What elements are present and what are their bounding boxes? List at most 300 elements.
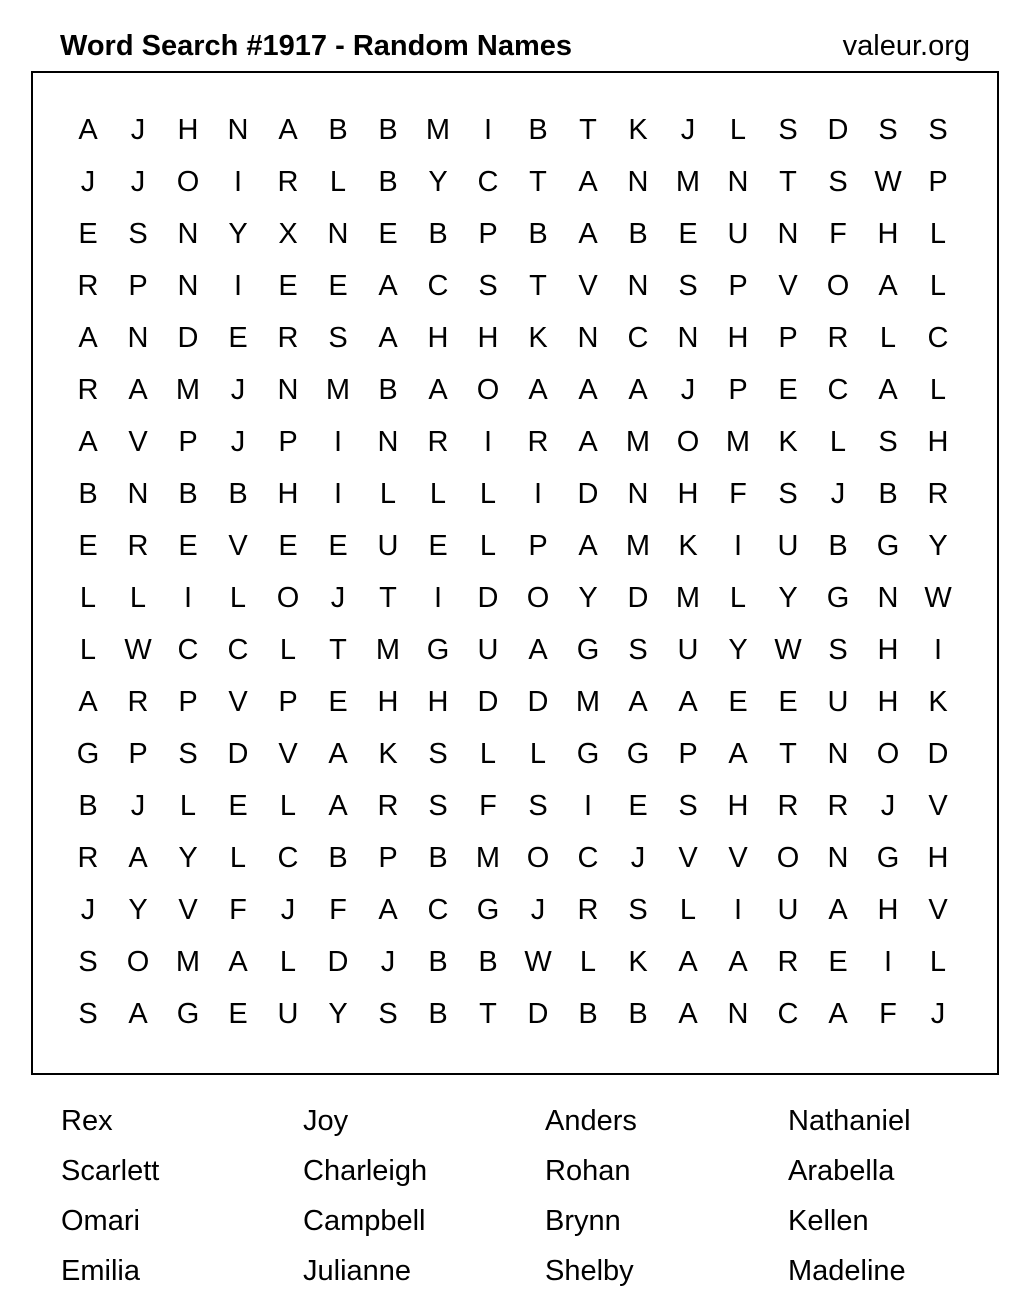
grid-letter[interactable]: O bbox=[776, 842, 800, 874]
grid-letter[interactable]: V bbox=[578, 270, 598, 302]
grid-letter[interactable]: P bbox=[178, 426, 198, 458]
grid-letter[interactable]: D bbox=[327, 946, 349, 978]
grid-letter[interactable]: B bbox=[528, 218, 548, 250]
grid-letter[interactable]: M bbox=[725, 426, 751, 458]
grid-letter[interactable]: T bbox=[579, 114, 597, 146]
grid-letter[interactable]: R bbox=[827, 322, 849, 354]
grid-letter[interactable]: H bbox=[177, 114, 199, 146]
grid-letter[interactable]: H bbox=[877, 218, 899, 250]
grid-letter[interactable]: A bbox=[828, 894, 848, 926]
grid-letter[interactable]: E bbox=[328, 530, 348, 562]
grid-letter[interactable]: K bbox=[778, 426, 798, 458]
grid-letter[interactable]: L bbox=[329, 166, 347, 198]
grid-letter[interactable]: U bbox=[277, 998, 299, 1030]
grid-letter[interactable]: U bbox=[377, 530, 399, 562]
grid-letter[interactable]: S bbox=[828, 634, 848, 666]
grid-letter[interactable]: A bbox=[578, 166, 598, 198]
grid-letter[interactable]: Y bbox=[178, 842, 198, 874]
grid-letter[interactable]: R bbox=[77, 374, 99, 406]
grid-letter[interactable]: L bbox=[129, 582, 147, 614]
grid-letter[interactable]: L bbox=[79, 634, 97, 666]
grid-letter[interactable]: Y bbox=[578, 582, 598, 614]
grid-letter[interactable]: E bbox=[178, 530, 198, 562]
grid-letter[interactable]: I bbox=[483, 114, 493, 146]
grid-letter[interactable]: D bbox=[927, 738, 949, 770]
grid-letter[interactable]: B bbox=[528, 114, 548, 146]
grid-letter[interactable]: I bbox=[733, 530, 743, 562]
grid-letter[interactable]: H bbox=[277, 478, 299, 510]
grid-letter[interactable]: V bbox=[728, 842, 748, 874]
grid-letter[interactable]: H bbox=[927, 426, 949, 458]
grid-letter[interactable]: A bbox=[678, 686, 698, 718]
grid-letter[interactable]: A bbox=[78, 426, 98, 458]
grid-letter[interactable]: A bbox=[678, 946, 698, 978]
grid-letter[interactable]: A bbox=[378, 894, 398, 926]
grid-letter[interactable]: N bbox=[627, 166, 649, 198]
grid-letter[interactable]: T bbox=[479, 998, 497, 1030]
grid-letter[interactable]: A bbox=[328, 790, 348, 822]
grid-letter[interactable]: L bbox=[679, 894, 697, 926]
grid-letter[interactable]: L bbox=[729, 114, 747, 146]
grid-letter[interactable]: R bbox=[777, 946, 799, 978]
grid-letter[interactable]: C bbox=[227, 634, 249, 666]
grid-letter[interactable]: A bbox=[528, 374, 548, 406]
grid-letter[interactable]: E bbox=[628, 790, 648, 822]
grid-letter[interactable]: P bbox=[278, 426, 298, 458]
grid-letter[interactable]: U bbox=[827, 686, 849, 718]
grid-letter[interactable]: O bbox=[876, 738, 900, 770]
grid-letter[interactable]: N bbox=[327, 218, 349, 250]
grid-letter[interactable]: M bbox=[425, 114, 451, 146]
grid-letter[interactable]: M bbox=[475, 842, 501, 874]
grid-letter[interactable]: E bbox=[228, 998, 248, 1030]
grid-letter[interactable]: R bbox=[127, 530, 149, 562]
grid-letter[interactable]: K bbox=[528, 322, 548, 354]
grid-letter[interactable]: I bbox=[183, 582, 193, 614]
grid-letter[interactable]: L bbox=[479, 478, 497, 510]
grid-letter[interactable]: L bbox=[579, 946, 597, 978]
grid-letter[interactable]: M bbox=[175, 374, 201, 406]
grid-letter[interactable]: B bbox=[428, 218, 448, 250]
grid-letter[interactable]: Y bbox=[328, 998, 348, 1030]
grid-letter[interactable]: R bbox=[427, 426, 449, 458]
grid-letter[interactable]: D bbox=[627, 582, 649, 614]
grid-letter[interactable]: J bbox=[130, 166, 146, 198]
grid-letter[interactable]: A bbox=[128, 374, 148, 406]
grid-letter[interactable]: C bbox=[427, 894, 449, 926]
grid-letter[interactable]: S bbox=[78, 998, 98, 1030]
grid-letter[interactable]: J bbox=[380, 946, 396, 978]
grid-letter[interactable]: A bbox=[578, 374, 598, 406]
grid-letter[interactable]: A bbox=[78, 322, 98, 354]
grid-letter[interactable]: M bbox=[375, 634, 401, 666]
grid-letter[interactable]: P bbox=[528, 530, 548, 562]
grid-letter[interactable]: V bbox=[928, 790, 948, 822]
grid-letter[interactable]: B bbox=[328, 114, 348, 146]
grid-letter[interactable]: A bbox=[628, 686, 648, 718]
grid-letter[interactable]: T bbox=[779, 166, 797, 198]
grid-letter[interactable]: Y bbox=[228, 218, 248, 250]
grid-letter[interactable]: B bbox=[428, 998, 448, 1030]
grid-letter[interactable]: S bbox=[828, 166, 848, 198]
grid-letter[interactable]: L bbox=[379, 478, 397, 510]
grid-letter[interactable]: D bbox=[477, 582, 499, 614]
grid-letter[interactable]: I bbox=[333, 426, 343, 458]
grid-letter[interactable]: S bbox=[778, 478, 798, 510]
grid-letter[interactable]: H bbox=[427, 322, 449, 354]
grid-letter[interactable]: A bbox=[678, 998, 698, 1030]
grid-letter[interactable]: F bbox=[879, 998, 897, 1030]
grid-letter[interactable]: V bbox=[228, 530, 248, 562]
grid-letter[interactable]: D bbox=[577, 478, 599, 510]
grid-letter[interactable]: S bbox=[628, 894, 648, 926]
grid-letter[interactable]: A bbox=[828, 998, 848, 1030]
grid-letter[interactable]: G bbox=[626, 738, 650, 770]
grid-letter[interactable]: L bbox=[429, 478, 447, 510]
grid-letter[interactable]: L bbox=[229, 842, 247, 874]
grid-letter[interactable]: L bbox=[929, 270, 947, 302]
grid-letter[interactable]: I bbox=[933, 634, 943, 666]
grid-letter[interactable]: E bbox=[678, 218, 698, 250]
grid-letter[interactable]: L bbox=[929, 946, 947, 978]
grid-letter[interactable]: V bbox=[678, 842, 698, 874]
grid-letter[interactable]: K bbox=[928, 686, 948, 718]
grid-letter[interactable]: O bbox=[826, 270, 850, 302]
grid-letter[interactable]: B bbox=[328, 842, 348, 874]
grid-letter[interactable]: B bbox=[628, 218, 648, 250]
grid-letter[interactable]: I bbox=[433, 582, 443, 614]
grid-letter[interactable]: J bbox=[530, 894, 546, 926]
grid-letter[interactable]: B bbox=[478, 946, 498, 978]
grid-letter[interactable]: U bbox=[777, 530, 799, 562]
grid-letter[interactable]: D bbox=[527, 998, 549, 1030]
grid-letter[interactable]: I bbox=[583, 790, 593, 822]
grid-letter[interactable]: L bbox=[729, 582, 747, 614]
grid-letter[interactable]: A bbox=[728, 738, 748, 770]
grid-letter[interactable]: R bbox=[777, 790, 799, 822]
grid-letter[interactable]: G bbox=[76, 738, 100, 770]
grid-letter[interactable]: P bbox=[178, 686, 198, 718]
grid-letter[interactable]: J bbox=[230, 374, 246, 406]
grid-letter[interactable]: J bbox=[930, 998, 946, 1030]
grid-letter[interactable]: N bbox=[727, 998, 749, 1030]
grid-letter[interactable]: M bbox=[625, 426, 651, 458]
grid-letter[interactable]: G bbox=[876, 842, 900, 874]
grid-letter[interactable]: G bbox=[826, 582, 850, 614]
grid-letter[interactable]: A bbox=[578, 530, 598, 562]
grid-letter[interactable]: N bbox=[627, 270, 649, 302]
grid-letter[interactable]: O bbox=[526, 582, 550, 614]
grid-letter[interactable]: O bbox=[126, 946, 150, 978]
grid-letter[interactable]: N bbox=[627, 478, 649, 510]
grid-letter[interactable]: L bbox=[479, 530, 497, 562]
grid-letter[interactable]: B bbox=[378, 374, 398, 406]
grid-letter[interactable]: W bbox=[124, 634, 152, 666]
grid-letter[interactable]: B bbox=[78, 790, 98, 822]
grid-letter[interactable]: A bbox=[878, 374, 898, 406]
grid-letter[interactable]: V bbox=[228, 686, 248, 718]
grid-letter[interactable]: N bbox=[277, 374, 299, 406]
grid-letter[interactable]: Y bbox=[728, 634, 748, 666]
grid-letter[interactable]: N bbox=[827, 842, 849, 874]
grid-letter[interactable]: S bbox=[528, 790, 548, 822]
grid-letter[interactable]: E bbox=[78, 530, 98, 562]
grid-letter[interactable]: B bbox=[628, 998, 648, 1030]
grid-letter[interactable]: L bbox=[79, 582, 97, 614]
grid-letter[interactable]: O bbox=[526, 842, 550, 874]
grid-letter[interactable]: D bbox=[827, 114, 849, 146]
grid-letter[interactable]: S bbox=[428, 738, 448, 770]
grid-letter[interactable]: N bbox=[227, 114, 249, 146]
grid-letter[interactable]: A bbox=[78, 114, 98, 146]
grid-letter[interactable]: R bbox=[277, 166, 299, 198]
grid-letter[interactable]: A bbox=[328, 738, 348, 770]
grid-letter[interactable]: V bbox=[278, 738, 298, 770]
grid-letter[interactable]: F bbox=[229, 894, 247, 926]
grid-letter[interactable]: P bbox=[728, 374, 748, 406]
grid-letter[interactable]: N bbox=[377, 426, 399, 458]
grid-letter[interactable]: P bbox=[128, 270, 148, 302]
grid-letter[interactable]: S bbox=[678, 270, 698, 302]
grid-letter[interactable]: K bbox=[628, 114, 648, 146]
grid-letter[interactable]: H bbox=[677, 478, 699, 510]
grid-letter[interactable]: J bbox=[80, 894, 96, 926]
grid-letter[interactable]: B bbox=[178, 478, 198, 510]
grid-letter[interactable]: R bbox=[927, 478, 949, 510]
grid-letter[interactable]: A bbox=[578, 218, 598, 250]
grid-letter[interactable]: A bbox=[728, 946, 748, 978]
grid-letter[interactable]: A bbox=[278, 114, 298, 146]
grid-letter[interactable]: S bbox=[378, 998, 398, 1030]
grid-letter[interactable]: V bbox=[778, 270, 798, 302]
grid-letter[interactable]: A bbox=[128, 842, 148, 874]
grid-letter[interactable]: L bbox=[179, 790, 197, 822]
grid-letter[interactable]: L bbox=[279, 790, 297, 822]
grid-letter[interactable]: C bbox=[477, 166, 499, 198]
grid-letter[interactable]: W bbox=[924, 582, 952, 614]
grid-letter[interactable]: S bbox=[478, 270, 498, 302]
grid-letter[interactable]: A bbox=[228, 946, 248, 978]
grid-letter[interactable]: E bbox=[228, 790, 248, 822]
grid-letter[interactable]: L bbox=[829, 426, 847, 458]
grid-letter[interactable]: E bbox=[428, 530, 448, 562]
grid-letter[interactable]: B bbox=[228, 478, 248, 510]
grid-letter[interactable]: T bbox=[379, 582, 397, 614]
grid-letter[interactable]: G bbox=[476, 894, 500, 926]
grid-letter[interactable]: F bbox=[829, 218, 847, 250]
grid-letter[interactable]: A bbox=[128, 998, 148, 1030]
grid-letter[interactable]: L bbox=[879, 322, 897, 354]
grid-letter[interactable]: B bbox=[828, 530, 848, 562]
grid-letter[interactable]: G bbox=[576, 738, 600, 770]
grid-letter[interactable]: C bbox=[627, 322, 649, 354]
grid-letter[interactable]: T bbox=[529, 270, 547, 302]
grid-letter[interactable]: E bbox=[78, 218, 98, 250]
grid-letter[interactable]: L bbox=[529, 738, 547, 770]
grid-letter[interactable]: N bbox=[727, 166, 749, 198]
grid-letter[interactable]: U bbox=[677, 634, 699, 666]
grid-letter[interactable]: H bbox=[727, 790, 749, 822]
grid-letter[interactable]: A bbox=[578, 426, 598, 458]
grid-letter[interactable]: A bbox=[628, 374, 648, 406]
grid-letter[interactable]: L bbox=[929, 218, 947, 250]
grid-letter[interactable]: B bbox=[878, 478, 898, 510]
grid-letter[interactable]: P bbox=[278, 686, 298, 718]
grid-letter[interactable]: J bbox=[630, 842, 646, 874]
grid-letter[interactable]: H bbox=[877, 686, 899, 718]
grid-letter[interactable]: J bbox=[680, 114, 696, 146]
grid-letter[interactable]: F bbox=[729, 478, 747, 510]
grid-letter[interactable]: B bbox=[378, 166, 398, 198]
grid-letter[interactable]: B bbox=[378, 114, 398, 146]
grid-letter[interactable]: E bbox=[778, 374, 798, 406]
grid-letter[interactable]: S bbox=[628, 634, 648, 666]
grid-letter[interactable]: I bbox=[883, 946, 893, 978]
grid-letter[interactable]: S bbox=[928, 114, 948, 146]
grid-letter[interactable]: A bbox=[378, 322, 398, 354]
grid-letter[interactable]: P bbox=[478, 218, 498, 250]
grid-letter[interactable]: U bbox=[477, 634, 499, 666]
grid-letter[interactable]: S bbox=[428, 790, 448, 822]
grid-letter[interactable]: I bbox=[233, 270, 243, 302]
grid-letter[interactable]: E bbox=[278, 530, 298, 562]
grid-letter[interactable]: E bbox=[778, 686, 798, 718]
grid-letter[interactable]: D bbox=[477, 686, 499, 718]
grid-letter[interactable]: A bbox=[878, 270, 898, 302]
grid-letter[interactable]: Y bbox=[428, 166, 448, 198]
grid-letter[interactable]: L bbox=[279, 946, 297, 978]
grid-letter[interactable]: R bbox=[827, 790, 849, 822]
grid-letter[interactable]: O bbox=[176, 166, 200, 198]
grid-letter[interactable]: C bbox=[277, 842, 299, 874]
grid-letter[interactable]: M bbox=[575, 686, 601, 718]
grid-letter[interactable]: I bbox=[483, 426, 493, 458]
grid-letter[interactable]: X bbox=[278, 218, 298, 250]
grid-letter[interactable]: P bbox=[678, 738, 698, 770]
grid-letter[interactable]: B bbox=[428, 842, 448, 874]
grid-letter[interactable]: P bbox=[928, 166, 948, 198]
grid-letter[interactable]: G bbox=[426, 634, 450, 666]
grid-letter[interactable]: I bbox=[233, 166, 243, 198]
grid-letter[interactable]: L bbox=[929, 374, 947, 406]
grid-letter[interactable]: C bbox=[927, 322, 949, 354]
grid-letter[interactable]: E bbox=[328, 270, 348, 302]
grid-letter[interactable]: J bbox=[80, 166, 96, 198]
grid-letter[interactable]: A bbox=[428, 374, 448, 406]
grid-letter[interactable]: N bbox=[677, 322, 699, 354]
grid-letter[interactable]: S bbox=[178, 738, 198, 770]
grid-letter[interactable]: H bbox=[877, 894, 899, 926]
grid-letter[interactable]: F bbox=[329, 894, 347, 926]
grid-letter[interactable]: N bbox=[177, 270, 199, 302]
grid-letter[interactable]: D bbox=[227, 738, 249, 770]
grid-letter[interactable]: T bbox=[529, 166, 547, 198]
grid-letter[interactable]: K bbox=[378, 738, 398, 770]
grid-letter[interactable]: J bbox=[230, 426, 246, 458]
grid-letter[interactable]: H bbox=[727, 322, 749, 354]
grid-letter[interactable]: K bbox=[628, 946, 648, 978]
grid-letter[interactable]: P bbox=[728, 270, 748, 302]
grid-letter[interactable]: M bbox=[625, 530, 651, 562]
grid-letter[interactable]: A bbox=[78, 686, 98, 718]
grid-letter[interactable]: C bbox=[177, 634, 199, 666]
grid-letter[interactable]: N bbox=[827, 738, 849, 770]
grid-letter[interactable]: U bbox=[727, 218, 749, 250]
grid-letter[interactable]: M bbox=[675, 166, 701, 198]
grid-letter[interactable]: I bbox=[533, 478, 543, 510]
grid-letter[interactable]: J bbox=[880, 790, 896, 822]
grid-letter[interactable]: C bbox=[427, 270, 449, 302]
grid-letter[interactable]: R bbox=[77, 270, 99, 302]
grid-letter[interactable]: V bbox=[178, 894, 198, 926]
grid-letter[interactable]: N bbox=[177, 218, 199, 250]
grid-letter[interactable]: V bbox=[128, 426, 148, 458]
grid-letter[interactable]: E bbox=[728, 686, 748, 718]
grid-letter[interactable]: S bbox=[778, 114, 798, 146]
grid-letter[interactable]: U bbox=[777, 894, 799, 926]
grid-letter[interactable]: B bbox=[428, 946, 448, 978]
grid-letter[interactable]: B bbox=[78, 478, 98, 510]
grid-letter[interactable]: S bbox=[328, 322, 348, 354]
grid-letter[interactable]: G bbox=[176, 998, 200, 1030]
grid-letter[interactable]: R bbox=[77, 842, 99, 874]
grid-letter[interactable]: R bbox=[127, 686, 149, 718]
grid-letter[interactable]: W bbox=[524, 946, 552, 978]
grid-letter[interactable]: C bbox=[577, 842, 599, 874]
grid-letter[interactable]: Y bbox=[778, 582, 798, 614]
grid-letter[interactable]: E bbox=[328, 686, 348, 718]
grid-letter[interactable]: O bbox=[476, 374, 500, 406]
grid-letter[interactable]: A bbox=[378, 270, 398, 302]
grid-letter[interactable]: T bbox=[779, 738, 797, 770]
grid-letter[interactable]: N bbox=[777, 218, 799, 250]
grid-letter[interactable]: L bbox=[479, 738, 497, 770]
grid-letter[interactable]: R bbox=[577, 894, 599, 926]
grid-letter[interactable]: E bbox=[228, 322, 248, 354]
grid-letter[interactable]: E bbox=[278, 270, 298, 302]
grid-letter[interactable]: D bbox=[527, 686, 549, 718]
grid-letter[interactable]: C bbox=[777, 998, 799, 1030]
grid-letter[interactable]: V bbox=[928, 894, 948, 926]
grid-letter[interactable]: T bbox=[329, 634, 347, 666]
grid-letter[interactable]: E bbox=[828, 946, 848, 978]
grid-letter[interactable]: S bbox=[878, 114, 898, 146]
grid-letter[interactable]: B bbox=[578, 998, 598, 1030]
grid-letter[interactable]: Y bbox=[128, 894, 148, 926]
grid-letter[interactable]: M bbox=[175, 946, 201, 978]
grid-letter[interactable]: F bbox=[479, 790, 497, 822]
grid-letter[interactable]: A bbox=[528, 634, 548, 666]
grid-letter[interactable]: W bbox=[874, 166, 902, 198]
grid-letter[interactable]: D bbox=[177, 322, 199, 354]
grid-letter[interactable]: E bbox=[378, 218, 398, 250]
grid-letter[interactable]: J bbox=[330, 582, 346, 614]
grid-letter[interactable]: G bbox=[876, 530, 900, 562]
grid-letter[interactable]: J bbox=[830, 478, 846, 510]
grid-letter[interactable]: H bbox=[477, 322, 499, 354]
grid-letter[interactable]: O bbox=[276, 582, 300, 614]
grid-letter[interactable]: S bbox=[128, 218, 148, 250]
grid-letter[interactable]: P bbox=[378, 842, 398, 874]
grid-letter[interactable]: I bbox=[733, 894, 743, 926]
grid-letter[interactable]: M bbox=[325, 374, 351, 406]
grid-letter[interactable]: W bbox=[774, 634, 802, 666]
grid-letter[interactable]: R bbox=[277, 322, 299, 354]
grid-letter[interactable]: M bbox=[675, 582, 701, 614]
grid-letter[interactable]: S bbox=[878, 426, 898, 458]
grid-letter[interactable]: L bbox=[279, 634, 297, 666]
grid-letter[interactable]: N bbox=[127, 478, 149, 510]
